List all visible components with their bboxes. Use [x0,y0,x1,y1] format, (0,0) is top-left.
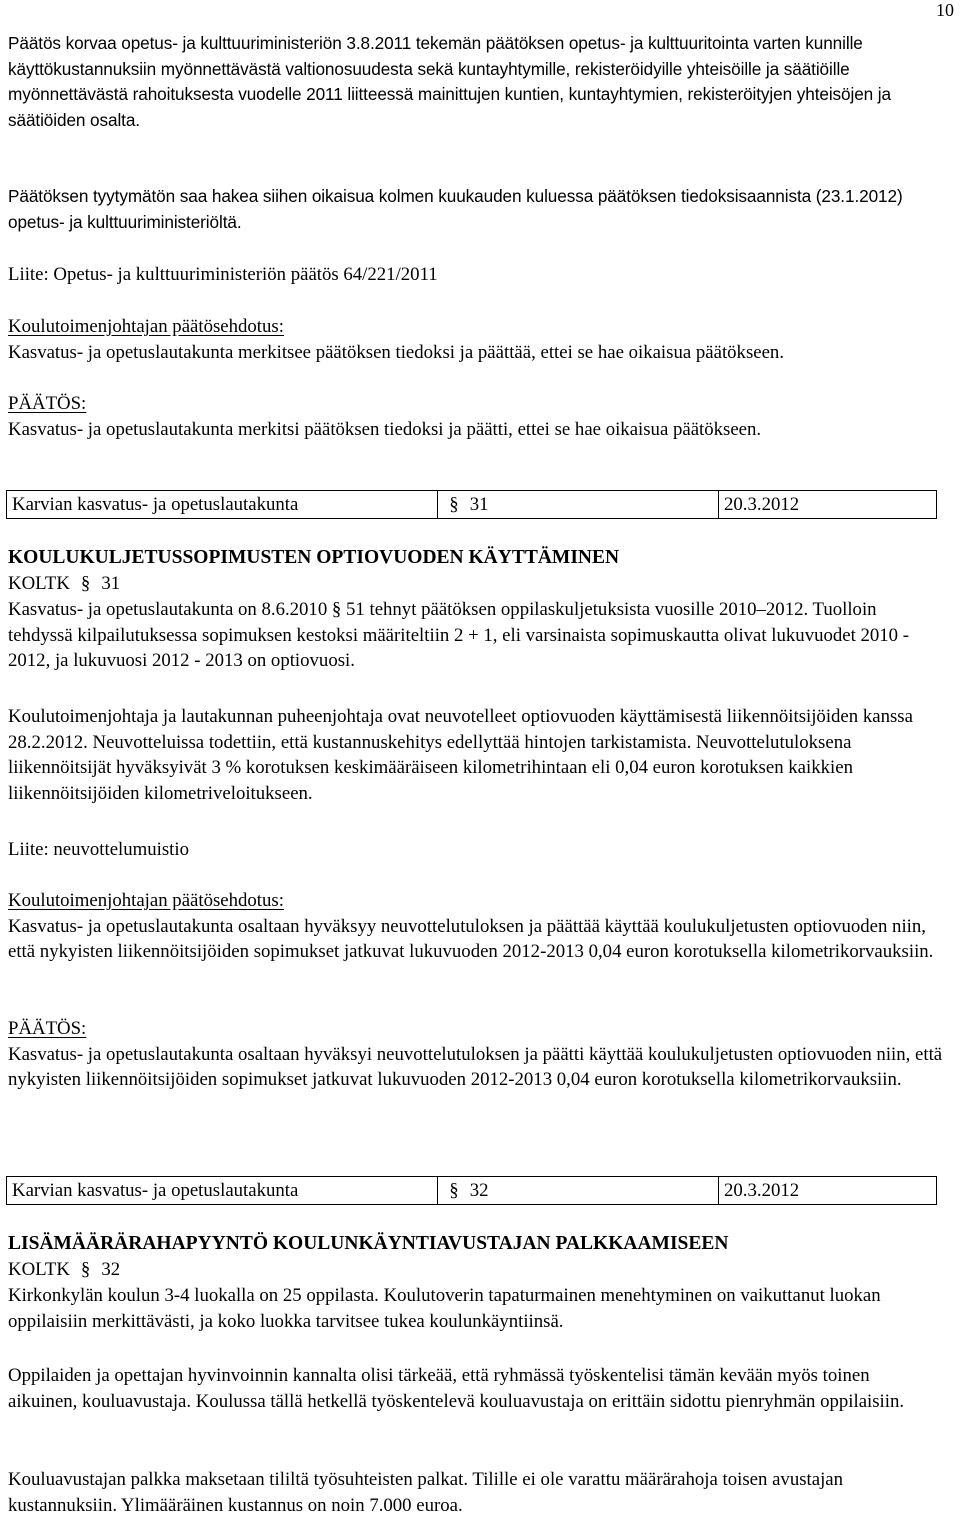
ref-number: 31 [101,573,121,594]
ref-symbol: § [80,1259,91,1280]
section-31-attachment: Liite: neuvottelumuistio [8,839,190,860]
proposal-text: Kasvatus- ja opetuslautakunta merkitsee päätöksen tiedoksi ja päättää, ettei se hae oikaisua päätökseen. [8,341,785,363]
section-31-paragraph-2: Koulutoimenjohtaja ja lautakunnan puheenjohtaja ovat neuvotelleet optiovuoden käyttämisestä liikennöitsijöiden kanssa 28.2.2012. Neuvotteluissa todettiin, että kustannuskehitys edellyttää hintojen tarkistamista. Neuvottelutuloksena liikennöitsijät hyväksyivät 3 % korotuksen keskimääräiseen kilometrihintaan eli 0,04 euron korotuksen kaikkien liikennöitsijöiden kilometriveloitukseen. [8,706,913,804]
decision-label: PÄÄTÖS: [8,1018,87,1039]
section-31-ref [8,571,943,597]
section-32-meta-table [6,1176,937,1205]
prev-proposal [8,314,943,365]
ref-number: 32 [101,1259,121,1280]
meta-board: Karvian kasvatus- ja opetuslautakunta [7,1177,438,1205]
section-32-paragraph-3: Kouluavustajan palkka maksetaan tililtä työsuhteisten palkat. Tilille ei ole varattu määrärahoja toisen avustajan kustannuksiin. Ylimääräinen kustannus on noin 7.000 euroa. [8,1469,844,1516]
section-31-meta-table [6,490,937,519]
section-32-paragraph-2: Oppilaiden ja opettajan hyvinvoinnin kannalta olisi tärkeää, että ryhmässä työskentelisi tämän kevään myös toinen aikuinen, kouluavustaja. Koulussa tällä hetkellä työskentelevä kouluavustaja on erittäin sidottu pienryhmän oppilaisiin. [8,1365,905,1412]
decision-text: Kasvatus- ja opetuslautakunta merkitsi päätöksen tiedoksi ja päätti, ettei se hae oikaisua päätökseen. [8,418,762,440]
proposal-text: Kasvatus- ja opetuslautakunta osaltaan hyväksyy neuvottelutuloksen ja päättää käyttää koulukuljetusten optiovuoden niin, että nykyisten liikennöitsijöiden sopimukset jatkuvat lukuvuoden 2012-2013 0,04 euron korotuksella kilometrikorvauksiin. [8,915,934,963]
decision-label: PÄÄTÖS: [8,393,87,414]
section-31-decision [8,1016,943,1093]
proposal-label: Koulutoimenjohtajan päätösehdotus: [8,890,284,911]
meta-date: 20.3.2012 [719,1177,937,1205]
section-32-paragraph-1: Kirkonkylän koulun 3-4 luokalla on 25 oppilasta. Koulutoverin tapaturmainen menehtyminen on vaikuttanut luokan oppilaisiin merkittävästi, ja koko luokka tarvitsee tukea koulunkäyntiinsä. [8,1285,881,1332]
meta-section [438,1177,719,1205]
meta-section [438,491,719,519]
ref-symbol: § [80,573,91,594]
prev-attachment: Liite: Opetus- ja kulttuuriministeriön päätös 64/221/2011 [8,264,438,285]
prev-decision [8,391,943,442]
section-32-title: LISÄMÄÄRÄRAHAPYYNTÖ KOULUNKÄYNTIAVUSTAJAN PALKKAAMISEEN [8,1233,729,1254]
ref-prefix: KOLTK [8,1259,70,1280]
section-31-paragraph-1: Kasvatus- ja opetuslautakunta on 8.6.2010 § 51 tehnyt päätöksen oppilaskuljetuksista vuosille 2010–2012. Tuolloin tehdyssä kilpailutuksessa sopimuksen kestoksi määriteltiin 2 + 1, eli varsinaista sopimuskautta olivat lukuvuodet 2010 - 2012, ja lukuvuosi 2012 - 2013 on optiovuosi. [8,599,910,672]
section-symbol: § [449,494,459,515]
intro-paragraph-1: Päätös korvaa opetus- ja kulttuuriministeriön 3.8.2011 tekemän päätöksen opetus- ja kulttuuritointa varten kunnille käyttökustannuksiin myönnettävästä valtionosuudesta sekä kuntayhtymille, rekisteröidyille yhteisöille ja säätiöille myönnettävästä rahoituksesta vuodelle 2011 liitteessä mainittujen kuntien, kuntayhtymien, rekisteröityjen yhteisöjen ja säätiöiden osalta. [8,33,891,130]
decision-text: Kasvatus- ja opetuslautakunta osaltaan hyväksyi neuvottelutuloksen ja päätti käyttää koulukuljetusten optiovuoden niin, että nykyisten liikennöitsijöiden sopimukset jatkuvat lukuvuoden 2012-2013 0,04 euron korotuksella kilometrikorvauksiin. [8,1043,943,1091]
section-number: 32 [469,1180,489,1201]
proposal-label: Koulutoimenjohtajan päätösehdotus: [8,316,284,337]
intro-paragraph-2: Päätöksen tyytymätön saa hakea siihen oikaisua kolmen kuukauden kuluessa päätöksen tiedoksisaannista (23.1.2012) opetus- ja kulttuuriministeriöltä. [8,186,903,232]
section-symbol: § [449,1180,459,1201]
meta-date: 20.3.2012 [719,491,937,519]
section-31-title: KOULUKULJETUSSOPIMUSTEN OPTIOVUODEN KÄYTTÄMINEN [8,547,620,568]
page-number: 10 [936,0,954,20]
ref-prefix: KOLTK [8,573,70,594]
section-number: 31 [469,494,489,515]
section-32-ref [8,1257,943,1283]
meta-board: Karvian kasvatus- ja opetuslautakunta [7,491,438,519]
section-31-proposal [8,888,943,965]
